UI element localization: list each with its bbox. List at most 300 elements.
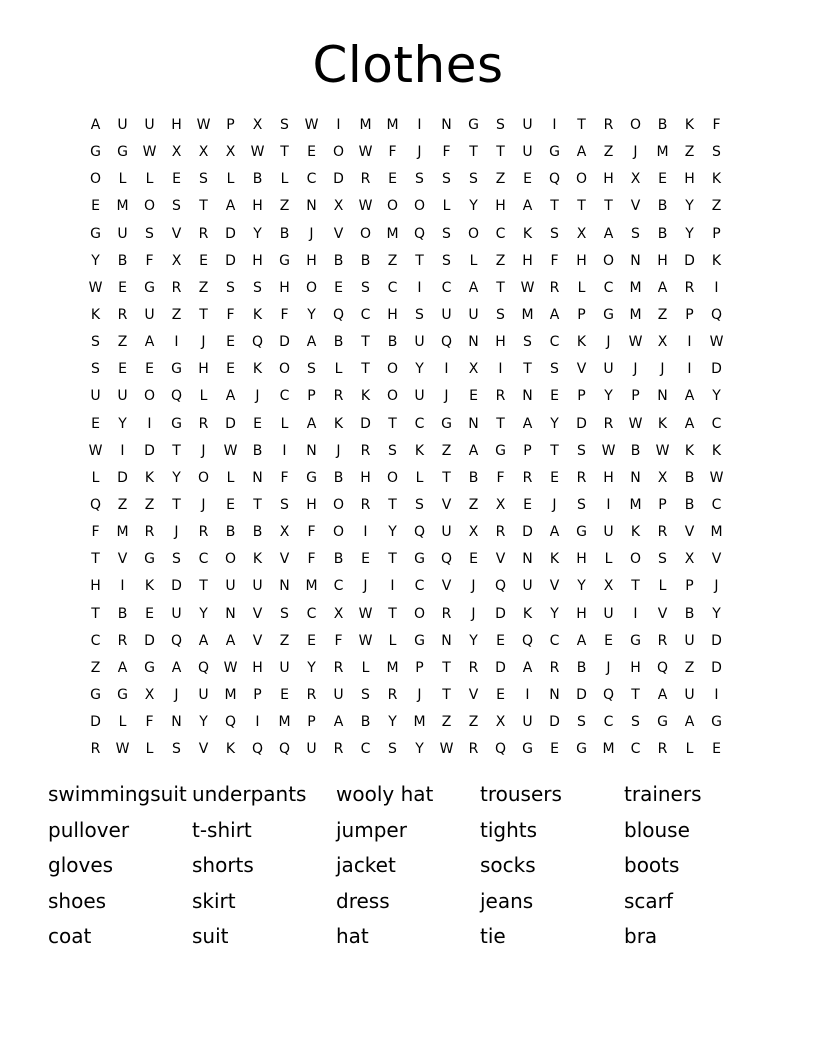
grid-letter: N [279,578,290,595]
grid-letter: S [253,279,262,296]
grid-letter: S [280,117,289,134]
grid-letter: W [142,144,157,161]
grid-letter: P [685,307,694,324]
grid-letter: N [225,605,236,622]
grid-letter: M [116,198,129,215]
grid-letter: E [226,334,235,351]
grid-letter: K [252,551,263,568]
grid-letter: Y [307,659,316,676]
grid-letter: R [495,388,506,405]
grid-letter: G [171,415,182,432]
grid-row [82,329,730,356]
grid-letter: X [144,687,155,704]
grid-letter: S [442,225,451,242]
grid-letter: V [549,578,560,595]
grid-letter: K [414,442,425,459]
grid-letter: W [250,144,265,161]
grid-letter: I [525,687,530,704]
grid-letter: V [441,497,452,514]
grid-letter: J [552,497,557,514]
grid-letter: G [414,551,425,568]
letter-grid [82,112,730,763]
grid-letter: Z [603,144,614,161]
grid-letter: Z [468,497,479,514]
grid-letter: A [522,659,533,676]
grid-letter: A [198,632,209,649]
grid-letter: L [658,578,667,595]
grid-letter: B [252,171,263,188]
grid-letter: J [471,578,476,595]
grid-letter: Z [711,198,722,215]
grid-letter: E [658,171,667,188]
grid-letter: S [577,714,586,731]
grid-letter: X [333,605,344,622]
grid-letter: G [90,144,101,161]
grid-letter: F [550,252,559,269]
grid-letter: E [307,632,316,649]
grid-letter: N [468,415,479,432]
grid-letter: D [90,714,101,731]
grid-letter: J [417,687,422,704]
grid-letter: Q [494,578,507,595]
grid-letter: L [199,388,208,405]
grid-letter: U [468,307,479,324]
grid-letter: B [576,659,587,676]
grid-letter: B [252,524,263,541]
grid-letter: L [91,469,100,486]
grid-letter: T [550,442,559,459]
grid-letter: L [577,279,586,296]
grid-letter: H [360,469,371,486]
grid-letter: W [628,415,643,432]
grid-letter: V [333,225,344,242]
grid-letter: A [117,659,128,676]
grid-letter: J [633,144,638,161]
grid-letter: Z [684,144,695,161]
grid-letter: O [386,198,399,215]
grid-letter: S [496,307,505,324]
grid-letter: Y [712,605,721,622]
grid-letter: F [226,307,235,324]
grid-letter: U [306,741,317,758]
grid-letter: F [334,632,343,649]
grid-letter: L [145,171,154,188]
grid-letter: Y [550,415,559,432]
grid-letter: I [552,117,557,134]
grid-letter: Q [170,388,183,405]
grid-letter: T [631,687,640,704]
grid-letter: D [576,415,587,432]
grid-letter: O [629,551,642,568]
grid-letter: I [390,578,395,595]
grid-letter: K [522,605,533,622]
grid-letter: Y [118,415,127,432]
grid-letter: I [633,605,638,622]
grid-letter: O [332,144,345,161]
grid-letter: X [279,524,290,541]
grid-letter: X [495,497,506,514]
grid-letter: K [360,388,371,405]
grid-row [82,709,730,736]
grid-letter: X [225,144,236,161]
grid-letter: Y [415,741,424,758]
grid-letter: Z [198,279,209,296]
grid-row [82,492,730,519]
grid-letter: Q [656,659,669,676]
grid-letter: Q [170,632,183,649]
grid-letter: N [549,687,560,704]
grid-letter: W [358,605,373,622]
grid-letter: G [117,144,128,161]
word-list-item: tie [480,924,506,949]
grid-letter: R [333,388,344,405]
grid-letter: Y [307,307,316,324]
grid-letter: J [471,605,476,622]
grid-letter: A [549,307,560,324]
grid-letter: D [279,334,290,351]
grid-letter: S [280,497,289,514]
grid-letter: T [388,415,397,432]
grid-letter: Z [171,307,182,324]
word-list-item: socks [480,853,536,878]
grid-letter: S [307,361,316,378]
grid-letter: G [414,632,425,649]
grid-letter: P [226,117,235,134]
grid-letter: C [603,279,614,296]
grid-letter: P [577,388,586,405]
grid-letter: G [630,632,641,649]
grid-letter: R [117,307,128,324]
grid-letter: O [386,469,399,486]
grid-letter: A [522,198,533,215]
grid-letter: U [279,659,290,676]
grid-letter: V [441,578,452,595]
grid-letter: J [606,334,611,351]
grid-letter: T [496,144,505,161]
grid-letter: W [709,469,724,486]
grid-letter: S [388,442,397,459]
grid-letter: U [90,388,101,405]
grid-letter: S [145,225,154,242]
grid-letter: I [498,361,503,378]
grid-row [82,193,730,220]
grid-letter: O [143,198,156,215]
grid-letter: A [576,632,587,649]
grid-letter: J [417,144,422,161]
grid-letter: D [711,659,722,676]
grid-letter: B [252,442,263,459]
grid-letter: S [415,171,424,188]
grid-letter: C [306,171,317,188]
grid-letter: I [120,442,125,459]
grid-letter: J [174,687,179,704]
grid-letter: D [711,361,722,378]
grid-letter: O [575,171,588,188]
grid-letter: Q [332,307,345,324]
grid-letter: B [657,198,668,215]
grid-letter: U [414,388,425,405]
grid-letter: W [196,117,211,134]
grid-letter: P [712,225,721,242]
grid-letter: E [91,198,100,215]
grid-letter: P [253,687,262,704]
grid-letter: B [117,605,128,622]
grid-letter: C [387,279,398,296]
grid-letter: P [685,578,694,595]
grid-letter: M [386,225,399,242]
grid-letter: W [655,442,670,459]
grid-letter: M [278,714,291,731]
grid-letter: H [576,551,587,568]
grid-letter: I [714,687,719,704]
grid-letter: V [630,198,641,215]
grid-letter: K [684,442,695,459]
grid-letter: Y [415,361,424,378]
grid-letter: U [414,334,425,351]
grid-letter: R [90,741,101,758]
word-list-item: swimmingsuit [48,782,187,806]
grid-letter: I [687,334,692,351]
word-list-item: coat [48,924,92,949]
word-list-item: underpants [192,782,307,806]
grid-letter: T [496,415,505,432]
grid-letter: S [415,307,424,324]
grid-letter: E [91,415,100,432]
grid-letter: S [172,551,181,568]
grid-letter: B [333,551,344,568]
grid-letter: T [280,144,289,161]
grid-letter: T [388,551,397,568]
grid-letter: R [441,605,452,622]
grid-letter: H [495,334,506,351]
grid-letter: D [225,415,236,432]
grid-letter: J [660,361,665,378]
grid-letter: Q [413,524,426,541]
grid-letter: L [145,741,154,758]
grid-letter: Y [685,225,694,242]
grid-letter: N [252,469,263,486]
grid-letter: O [386,388,399,405]
grid-row [82,546,730,573]
grid-letter: D [360,415,371,432]
grid-letter: M [305,578,318,595]
grid-letter: S [442,252,451,269]
word-list-item: trousers [480,782,562,806]
grid-letter: G [90,687,101,704]
grid-letter: W [223,659,238,676]
grid-letter: T [415,252,424,269]
grid-row [82,112,730,139]
grid-letter: D [495,659,506,676]
grid-letter: Y [253,225,262,242]
word-list [48,777,778,955]
grid-letter: A [657,687,668,704]
grid-letter: F [280,307,289,324]
grid-letter: K [252,307,263,324]
grid-letter: D [576,687,587,704]
grid-letter: Q [440,334,453,351]
grid-letter: V [495,551,506,568]
grid-letter: T [577,198,586,215]
grid-letter: V [468,687,479,704]
grid-letter: G [144,551,155,568]
grid-letter: E [469,551,478,568]
grid-letter: L [469,252,478,269]
grid-letter: F [307,551,316,568]
grid-letter: M [629,279,642,296]
grid-letter: R [657,632,668,649]
grid-letter: A [468,279,479,296]
grid-letter: X [576,225,587,242]
grid-letter: K [90,307,101,324]
grid-letter: B [657,117,668,134]
grid-letter: M [656,144,669,161]
grid-letter: K [630,524,641,541]
grid-letter: N [657,388,668,405]
grid-letter: T [361,334,370,351]
grid-letter: W [88,442,103,459]
grid-letter: H [603,469,614,486]
grid-row [82,628,730,655]
grid-row [82,248,730,275]
grid-letter: J [309,225,314,242]
grid-letter: U [603,605,614,622]
grid-letter: X [198,144,209,161]
grid-letter: B [333,252,344,269]
grid-letter: M [710,524,723,541]
grid-letter: T [604,198,613,215]
grid-letter: W [520,279,535,296]
grid-letter: D [225,252,236,269]
grid-letter: S [577,442,586,459]
grid-letter: Q [251,334,264,351]
grid-row [82,275,730,302]
grid-letter: X [468,524,479,541]
word-list-item: wooly hat [336,782,434,806]
grid-letter: C [90,632,101,649]
grid-letter: R [333,659,344,676]
grid-row [82,519,730,546]
grid-letter: Q [89,497,102,514]
grid-letter: E [199,252,208,269]
grid-letter: B [468,469,479,486]
grid-letter: C [441,279,452,296]
grid-letter: B [387,334,398,351]
word-list-item: jacket [336,853,396,878]
grid-letter: L [118,171,127,188]
grid-letter: B [333,334,344,351]
grid-letter: H [252,659,263,676]
grid-letter: M [521,307,534,324]
grid-letter: G [711,714,722,731]
grid-letter: T [199,307,208,324]
word-list-item: gloves [48,853,114,878]
grid-letter: X [603,578,614,595]
grid-letter: H [576,252,587,269]
grid-letter: R [198,225,209,242]
grid-letter: R [117,632,128,649]
grid-letter: C [414,415,425,432]
grid-row [82,139,730,166]
grid-letter: X [630,171,641,188]
grid-letter: O [143,388,156,405]
grid-letter: B [360,252,371,269]
grid-letter: H [495,198,506,215]
grid-letter: K [522,225,533,242]
grid-letter: R [684,279,695,296]
grid-letter: U [225,578,236,595]
grid-letter: Q [224,714,237,731]
grid-letter: L [280,171,289,188]
grid-letter: C [279,388,290,405]
grid-letter: F [712,117,721,134]
grid-letter: J [201,497,206,514]
grid-letter: U [117,225,128,242]
grid-letter: K [684,117,695,134]
grid-letter: D [117,469,128,486]
grid-letter: F [280,469,289,486]
grid-letter: E [226,361,235,378]
grid-letter: O [224,551,237,568]
grid-letter: Y [685,198,694,215]
grid-letter: J [633,361,638,378]
grid-letter: H [252,252,263,269]
grid-letter: E [145,361,154,378]
grid-letter: R [657,524,668,541]
grid-letter: E [604,632,613,649]
grid-letter: T [388,605,397,622]
grid-letter: A [225,632,236,649]
grid-letter: R [468,659,479,676]
grid-letter: G [441,415,452,432]
grid-letter: H [387,307,398,324]
grid-letter: Y [550,605,559,622]
grid-letter: P [658,497,667,514]
grid-letter: E [550,388,559,405]
word-list-item: suit [192,924,229,949]
grid-letter: X [333,198,344,215]
grid-letter: U [144,307,155,324]
grid-letter: U [522,117,533,134]
grid-letter: Z [117,497,128,514]
grid-letter: Q [548,171,561,188]
grid-letter: K [576,334,587,351]
grid-letter: W [358,198,373,215]
grid-letter: G [522,741,533,758]
grid-letter: Z [495,171,506,188]
grid-letter: O [386,361,399,378]
grid-letter: S [442,171,451,188]
grid-letter: T [361,361,370,378]
grid-letter: S [550,225,559,242]
grid-letter: W [358,144,373,161]
grid-letter: L [685,741,694,758]
word-list-item: trainers [624,782,702,806]
grid-letter: T [469,144,478,161]
grid-letter: I [120,578,125,595]
grid-letter: A [333,714,344,731]
grid-letter: B [279,225,290,242]
grid-letter: B [360,714,371,731]
grid-letter: O [332,497,345,514]
grid-letter: O [89,171,102,188]
grid-letter: R [549,279,560,296]
grid-letter: C [495,225,506,242]
grid-letter: K [711,171,722,188]
word-list-item: blouse [624,817,690,842]
grid-row [82,736,730,763]
grid-letter: L [118,714,127,731]
